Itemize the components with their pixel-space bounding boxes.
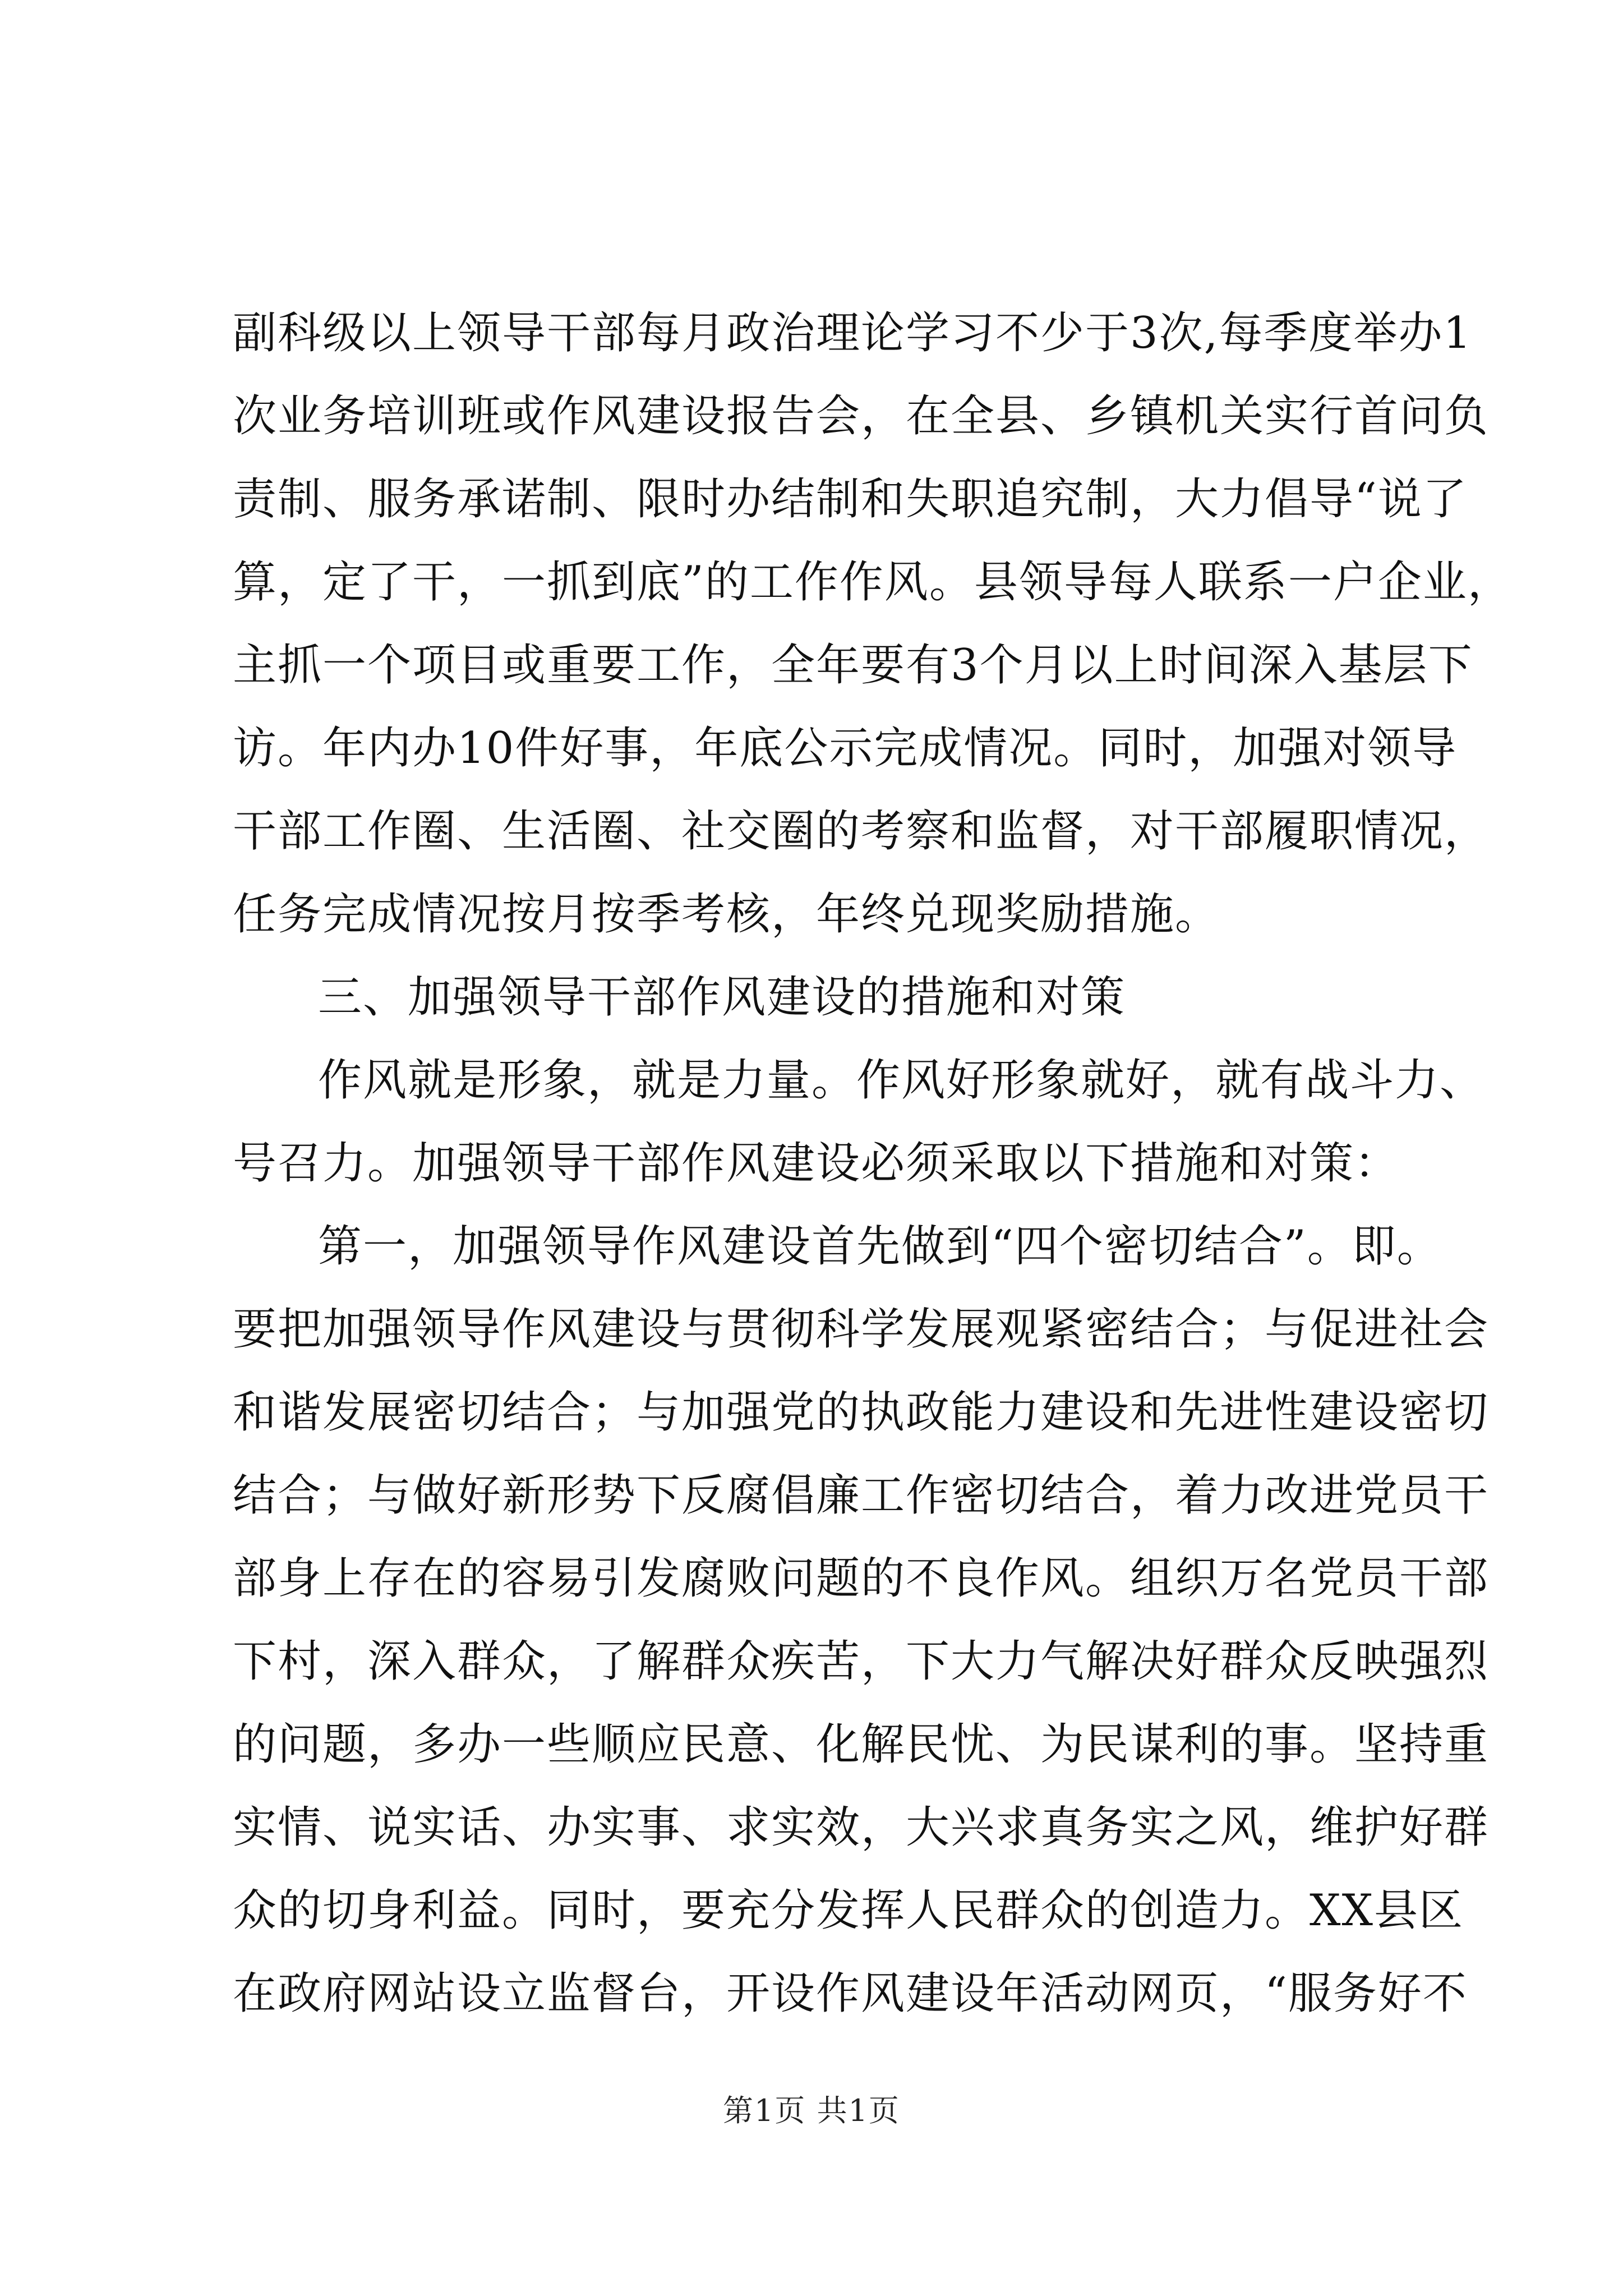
text-line: 主抓一个项目或重要工作，全年要有3个月以上时间深入基层下 — [233, 640, 1473, 691]
text-line: 第一，加强领导作风建设首先做到“四个密切结合”。即。 — [318, 1221, 1442, 1272]
text-line: 在政府网站设立监督台，开设作风建设年活动网页，“服务好不 — [233, 1968, 1468, 2019]
text-line: 结合；与做好新形势下反腐倡廉工作密切结合，着力改进党员干 — [233, 1470, 1490, 1521]
text-line: 的问题，多办一些顺应民意、化解民忧、为民谋利的事。坚持重 — [233, 1719, 1490, 1770]
text-line: 众的切身利益。同时，要充分发挥人民群众的创造力。XX县区 — [233, 1885, 1464, 1936]
text-line: 访。年内办10件好事，年底公示完成情况。同时，加强对领导 — [233, 723, 1458, 774]
text-line: 和谐发展密切结合；与加强党的执政能力建设和先进性建设密切 — [233, 1387, 1490, 1438]
page-number-footer: 第1页 共1页 — [723, 2093, 900, 2128]
text-line: 实情、说实话、办实事、求实效，大兴求真务实之风，维护好群 — [233, 1802, 1490, 1853]
body-text — [233, 292, 1513, 2035]
text-line: 任务完成情况按月按季考核，年终兑现奖励措施。 — [233, 889, 1220, 940]
section-heading: 三、加强领导干部作风建设的措施和对策 — [318, 972, 1126, 1023]
text-line: 算，定了干，一抓到底”的工作作风。县领导每人联系一户企业， — [233, 557, 1513, 608]
text-line: 下村，深入群众，了解群众疾苦，下大力气解决好群众反映强烈 — [233, 1636, 1490, 1687]
text-line: 干部工作圈、生活圈、社交圈的考察和监督，对干部履职情况， — [233, 806, 1490, 857]
text-line: 号召力。加强领导干部作风建设必须采取以下措施和对策： — [233, 1138, 1400, 1189]
text-line: 作风就是形象，就是力量。作风好形象就好，就有战斗力、 — [318, 1055, 1485, 1106]
text-line: 次业务培训班或作风建设报告会，在全县、乡镇机关实行首问负 — [233, 391, 1490, 441]
text-line: 要把加强领导作风建设与贯彻科学发展观紧密结合；与促进社会 — [233, 1304, 1490, 1355]
text-line: 部身上存在的容易引发腐败问题的不良作风。组织万名党员干部 — [233, 1553, 1490, 1604]
text-line: 责制、服务承诺制、限时办结制和失职追究制，大力倡导“说了 — [233, 474, 1468, 524]
text-line: 副科级以上领导干部每月政治理论学习不少于3次,每季度举办1 — [233, 308, 1473, 358]
